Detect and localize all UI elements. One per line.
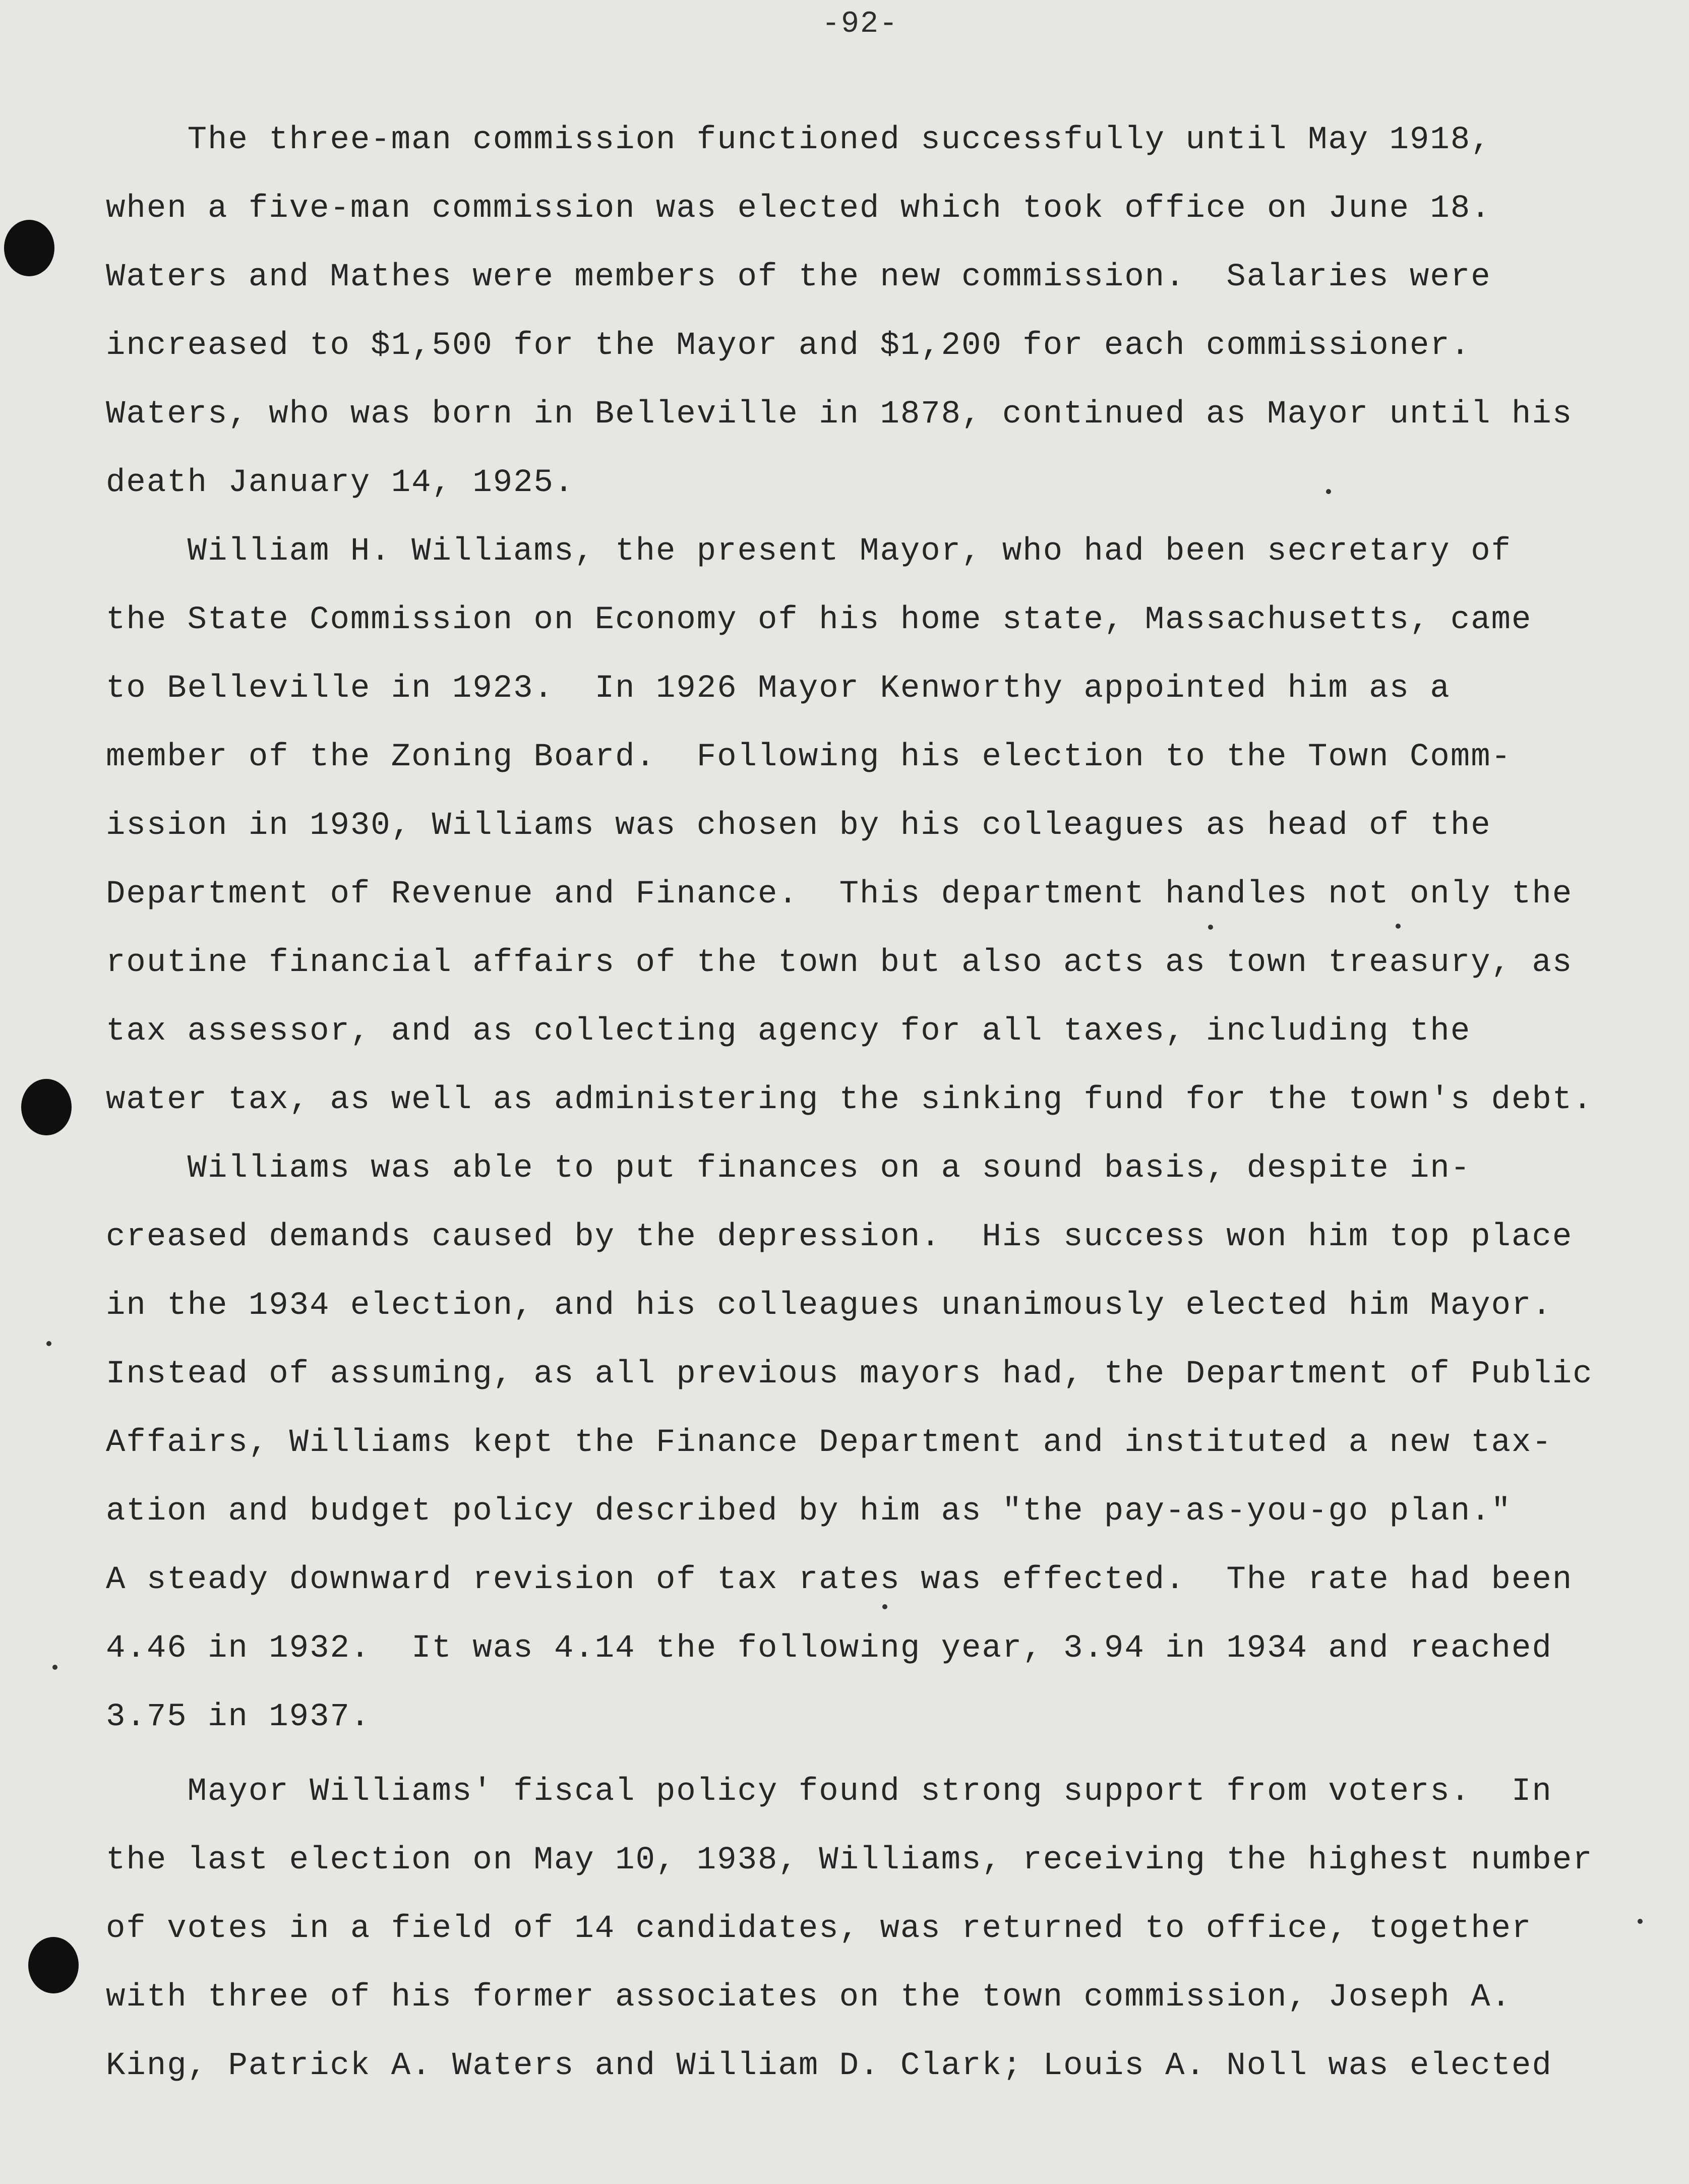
text-line: death January 14, 1925. (106, 465, 575, 501)
text-line: Mayor Williams' fiscal policy found strong support from voters. In (106, 1774, 1552, 1810)
text-line: water tax, as well as administering the sinking fund for the town's debt. (106, 1082, 1593, 1118)
text-line: Department of Revenue and Finance. This department handles not only the (106, 876, 1573, 913)
body-text (106, 106, 1623, 2100)
text-line: Waters and Mathes were members of the new commission. Salaries were (106, 259, 1491, 295)
text-line: The three-man commission functioned successfully until May 1918, (106, 122, 1491, 158)
text-line: ission in 1930, Williams was chosen by his colleagues as head of the (106, 808, 1491, 844)
text-line: A steady downward revision of tax rates was effected. The rate had been (106, 1562, 1573, 1598)
text-line: tax assessor, and as collecting agency for all taxes, including the (106, 1013, 1471, 1050)
text-line: when a five-man commission was elected which took office on June 18. (106, 191, 1491, 227)
punch-hole (21, 1079, 72, 1135)
text-line: Waters, who was born in Belleville in 1878, continued as Mayor until his (106, 396, 1573, 433)
ink-speck (46, 1341, 51, 1346)
text-line: Instead of assuming, as all previous mayors had, the Department of Public (106, 1356, 1593, 1392)
text-line: King, Patrick A. Waters and William D. Clark; Louis A. Noll was elected (106, 2048, 1552, 2084)
text-line: 4.46 in 1932. It was 4.14 the following year, 3.94 in 1934 and reached (106, 1630, 1552, 1667)
text-line: creased demands caused by the depression. His success won him top place (106, 1219, 1573, 1255)
text-line: the last election on May 10, 1938, Williams, receiving the highest number (106, 1842, 1593, 1878)
punch-hole (28, 1937, 79, 1993)
text-line: ation and budget policy described by him as "the pay-as-you-go plan." (106, 1493, 1512, 1530)
text-line: the State Commission on Economy of his home state, Massachusetts, came (106, 602, 1532, 638)
text-line: member of the Zoning Board. Following his election to the Town Comm- (106, 739, 1512, 775)
page-number: -92- (822, 7, 899, 41)
text-line: increased to $1,500 for the Mayor and $1,200 for each commissioner. (106, 328, 1471, 364)
text-line: routine financial affairs of the town but also acts as town treasury, as (106, 945, 1573, 981)
ink-speck (52, 1665, 57, 1670)
text-line: William H. Williams, the present Mayor, who had been secretary of (106, 533, 1512, 570)
text-line: Affairs, Williams kept the Finance Department and instituted a new tax- (106, 1425, 1552, 1461)
text-line: of votes in a field of 14 candidates, was returned to office, together (106, 1911, 1532, 1947)
text-line: with three of his former associates on the town commission, Joseph A. (106, 1979, 1512, 2016)
text-line: to Belleville in 1923. In 1926 Mayor Kenworthy appointed him as a (106, 671, 1451, 707)
ink-speck (1638, 1919, 1643, 1924)
text-line: Williams was able to put finances on a sound basis, despite in- (106, 1150, 1471, 1187)
text-line: in the 1934 election, and his colleagues unanimously elected him Mayor. (106, 1288, 1552, 1324)
text-line: 3.75 in 1937. (106, 1699, 371, 1735)
punch-hole (4, 220, 54, 276)
